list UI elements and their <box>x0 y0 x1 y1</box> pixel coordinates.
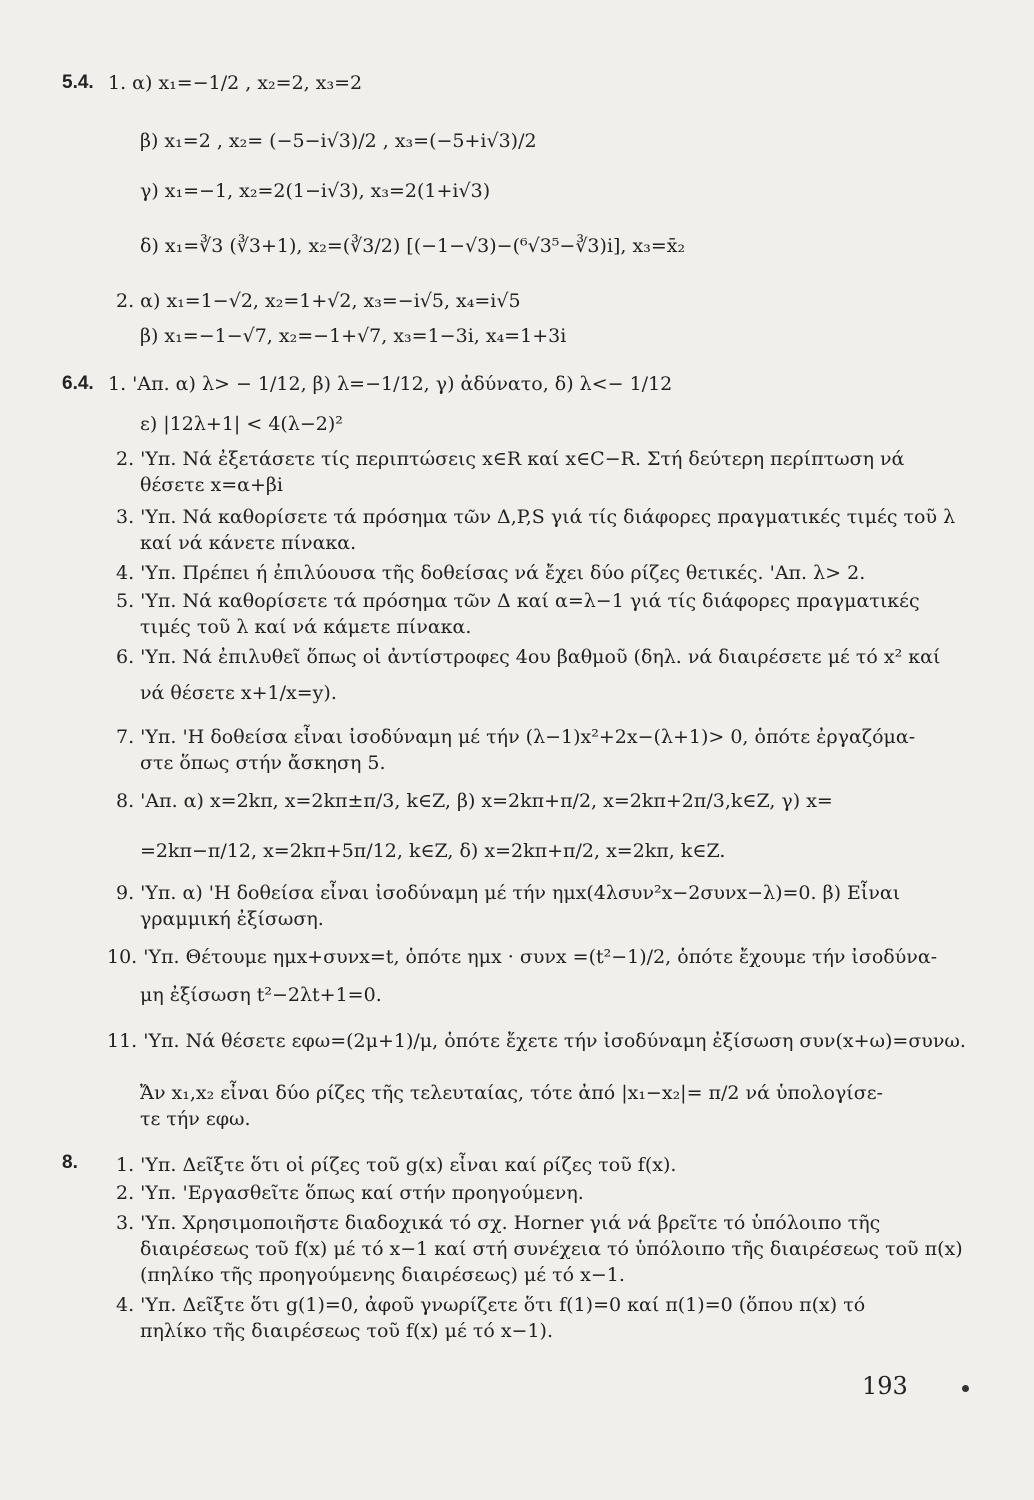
text-line: 1. 'Απ. α) λ> − 1/12, β) λ=−1/12, γ) ἀδύνατο, δ) λ<− 1/12 <box>108 373 673 395</box>
section-label-8: 8. <box>62 1152 78 1173</box>
text-line: 3. 'Υπ. Νά καθορίσετε τά πρόσημα τῶν Δ,P,S γιά τίς διάφορες πραγματικές τιμές τοῦ λ <box>116 506 956 528</box>
text-line: 11. 'Υπ. Νά θέσετε εφω=(2μ+1)/μ, ὁπότε ἔχετε τήν ἰσοδύναμη ἐξίσωση συν(x+ω)=συνω. <box>107 1030 966 1052</box>
text-line: τε τήν εφω. <box>140 1108 251 1130</box>
text-line: (πηλίκο τῆς προηγούμενης διαιρέσεως) μέ τό x−1. <box>140 1264 625 1286</box>
text-line: 6. 'Υπ. Νά ἐπιλυθεῖ ὅπως οἱ ἀντίστροφες 4ου βαθμοῦ (δηλ. νά διαιρέσετε μέ τό x² καί <box>116 646 941 668</box>
section-label-6-4: 6.4. <box>62 373 94 394</box>
decorative-dot <box>962 1385 969 1392</box>
text-line: 1. 'Υπ. Δεῖξτε ὅτι οἱ ρίζες τοῦ g(x) εἶναι καί ρίζες τοῦ f(x). <box>116 1154 677 1176</box>
text-line: 7. 'Υπ. 'Η δοθείσα εἶναι ἰσοδύναμη μέ τήν (λ−1)x²+2x−(λ+1)> 0, ὁπότε ἐργαζόμα- <box>116 726 916 748</box>
text-line: 2. 'Υπ. Νά ἐξετάσετε τίς περιπτώσεις x∈R καί x∈C−R. Στή δεύτερη περίπτωση νά <box>116 448 905 470</box>
text-line: 8. 'Απ. α) x=2kπ, x=2kπ±π/3, k∈Z, β) x=2kπ+π/2, x=2kπ+2π/3,k∈Z, γ) x= <box>116 790 833 812</box>
text-line: Ἄν x₁,x₂ εἶναι δύο ρίζες τῆς τελευταίας, τότε ἀπό |x₁−x₂|= π/2 νά ὑπολογίσε- <box>140 1082 883 1104</box>
text-line: 2. α) x₁=1−√2, x₂=1+√2, x₃=−i√5, x₄=i√5 <box>116 290 521 312</box>
text-line: 4. 'Υπ. Δεῖξτε ὅτι g(1)=0, ἀφοῦ γνωρίζετε ὅτι f(1)=0 καί π(1)=0 (ὅπου π(x) τό <box>116 1294 866 1316</box>
text-line: διαιρέσεως τοῦ f(x) μέ τό x−1 καί στή συνέχεια τό ὑπόλοιπο τῆς διαιρέσεως τοῦ π(x) <box>140 1238 963 1260</box>
text-line: 2. 'Υπ. 'Εργασθεῖτε ὅπως καί στήν προηγούμενη. <box>116 1182 584 1204</box>
text-line: 5. 'Υπ. Νά καθορίσετε τά πρόσημα τῶν Δ καί α=λ−1 γιά τίς διάφορες πραγματικές <box>116 590 920 612</box>
text-line: β) x₁=−1−√7, x₂=−1+√7, x₃=1−3i, x₄=1+3i <box>140 325 567 347</box>
text-line: καί νά κάνετε πίνακα. <box>140 532 357 554</box>
text-line: νά θέσετε x+1/x=y). <box>140 682 337 704</box>
section-label-5-4: 5.4. <box>62 72 94 93</box>
text-line: 9. 'Υπ. α) 'Η δοθείσα εἶναι ἰσοδύναμη μέ τήν ημx(4λσυν²x−2συνx−λ)=0. β) Εἶναι <box>116 882 901 904</box>
text-line: στε ὅπως στήν ἄσκηση 5. <box>140 752 386 774</box>
text-line: μη ἐξίσωση t²−2λt+1=0. <box>140 984 382 1006</box>
text-line: 4. 'Υπ. Πρέπει ή ἐπιλύουσα τῆς δοθείσας νά ἔχει δύο ρίζες θετικές. 'Απ. λ> 2. <box>116 562 866 584</box>
text-line: πηλίκο τῆς διαιρέσεως τοῦ f(x) μέ τό x−1). <box>140 1320 554 1342</box>
text-line: θέσετε x=α+βi <box>140 474 283 496</box>
text-line: τιμές τοῦ λ καί νά κάμετε πίνακα. <box>140 616 472 638</box>
text-line: 3. 'Υπ. Χρησιμοποιῆστε διαδοχικά τό σχ. Horner γιά νά βρεῖτε τό ὑπόλοιπο τῆς <box>116 1212 881 1234</box>
text-line: 1. α) x₁=−1/2 , x₂=2, x₃=2 <box>108 72 363 94</box>
text-line: β) x₁=2 , x₂= (−5−i√3)/2 , x₃=(−5+i√3)/2 <box>140 130 537 152</box>
text-line: 10. 'Υπ. Θέτουμε ημx+συνx=t, ὁπότε ημx · συνx =(t²−1)/2, ὁπότε ἔχουμε τήν ἰσοδύνα- <box>107 946 938 968</box>
text-line: γραμμική ἐξίσωση. <box>140 908 324 930</box>
text-line: γ) x₁=−1, x₂=2(1−i√3), x₃=2(1+i√3) <box>140 180 491 202</box>
text-line: ε) |12λ+1| < 4(λ−2)² <box>140 413 343 435</box>
page-number: 193 <box>862 1372 908 1400</box>
text-line: =2kπ−π/12, x=2kπ+5π/12, k∈Z, δ) x=2kπ+π/2, x=2kπ, k∈Z. <box>140 840 726 862</box>
text-line: δ) x₁=∛3 (∛3+1), x₂=(∛3/2) [(−1−√3)−(⁶√3⁵−∛3)i], x₃=x̄₂ <box>140 235 686 257</box>
